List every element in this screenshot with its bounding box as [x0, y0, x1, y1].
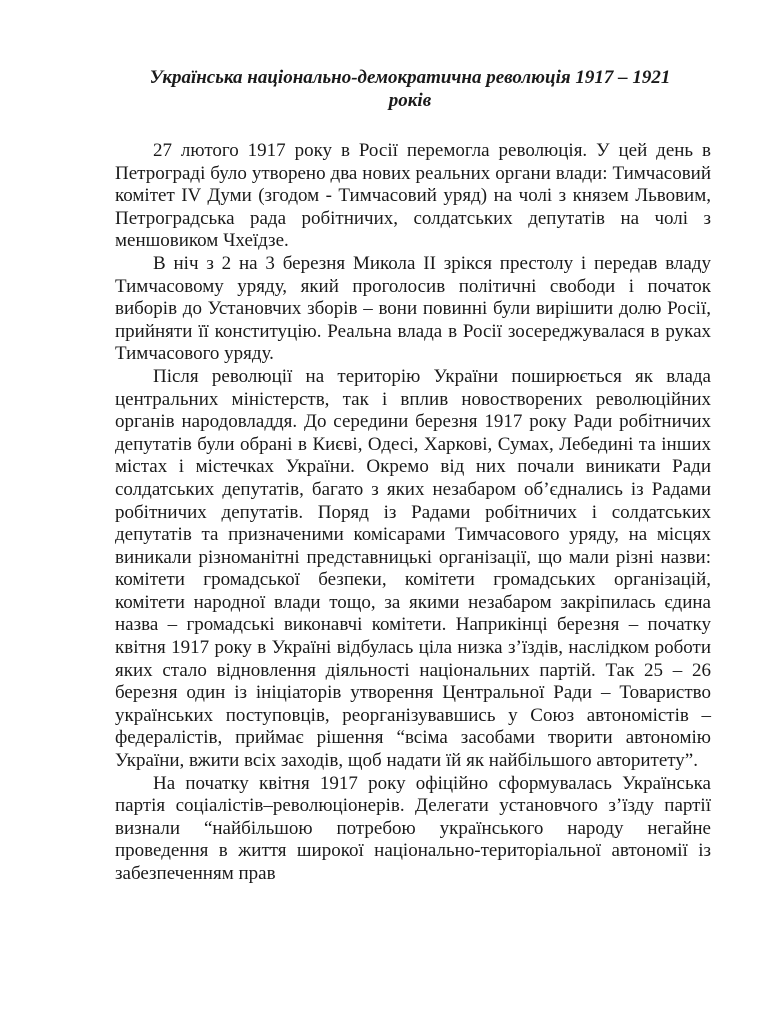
document-body [115, 140, 711, 886]
paragraph: В ніч з 2 на 3 березня Микола II зрікся престолу і передав владу Тимчасовому уряду, який проголосив політичні свободи і початок виборів до Установчих зборів – вони повинні були вирішити долю Росії, прийняти її конституцію. Реальна влада в Росії зосереджувалася в руках Тимчасового уряду. [115, 252, 711, 365]
paragraph: Після революції на територію України поширюється як влада центральних міністерств, так і вплив новостворених революційних органів народовладдя. До середини березня 1917 року Ради робітничих депутатів були обрані в Києві, Одесі, Харкові, Сумах, Лебедині та інших містах і містечках України. Окремо від них почали виникати Ради солдатських депутатів, багато з яких незабаром об’єднались із Радами робітничих депутатів. Поряд із Радами робітничих і солдатських депутатів та призначеними комісарами Тимчасового уряду, на місцях виникали різноманітні представницькі організації, що мали різні назви: комітети громадської безпеки, комітети громадських організацій, комітети народної влади тощо, за якими незабаром закріпилась єдина назва – громадські виконавчі комітети. Наприкінці березня – початку квітня 1917 року в Україні відбулась ціла низка з’їздів, наслідком роботи яких стало відновлення діяльності національних партій. Так 25 – 26 березня один із ініціаторів утворення Центральної Ради – Товариство українських поступовців, реорганізувавшись у Союз автономістів – федералістів, приймає рішення “всіма засобами творити автономію України, вжити всіх заходів, щоб надати їй як найбільшого авторитету”. [115, 365, 711, 772]
paragraph: На початку квітня 1917 року офіційно сформувалась Українська партія соціалістів–революціонерів. Делегати установчого з’їзду партії визнали “найбільшою потребою українського народу негайне проведення в життя широкої національно-територіальної автономії із забезпеченням прав [115, 772, 711, 884]
title-line-1: Українська національно-демократична революція 1917 – 1921 [149, 67, 671, 88]
document-title [110, 66, 710, 112]
paragraph: 27 лютого 1917 року в Росії перемогла революція. У цей день в Петрограді було утворено два нових реальних органи влади: Тимчасовий комітет IV Думи (згодом - Тимчасовий уряд) на чолі з князем Львовим, Петроградська рада робітничих, солдатських депутатів на чолі з меншовиком Чхеїдзе. [115, 140, 711, 252]
title-line-2: років [388, 90, 432, 111]
